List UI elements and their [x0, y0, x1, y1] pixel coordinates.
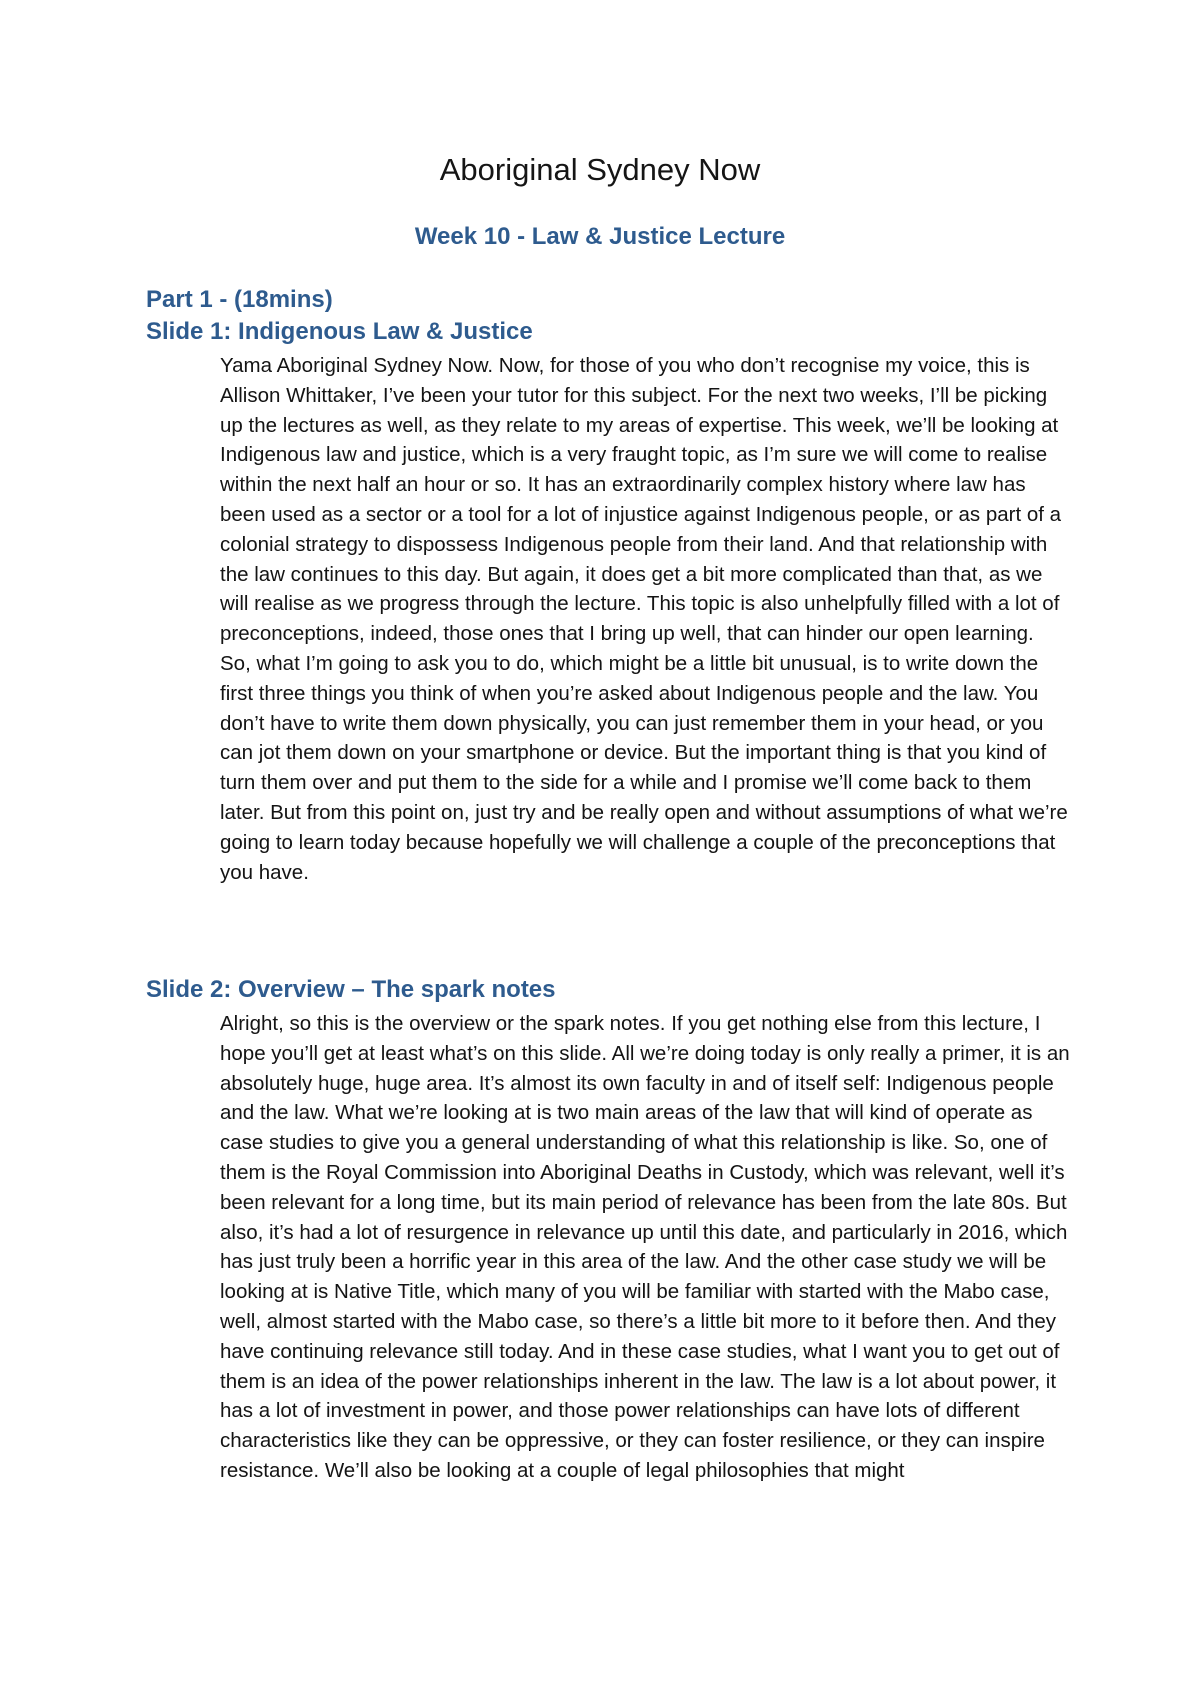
slide-1-heading: Slide 1: Indigenous Law & Justice	[146, 318, 533, 345]
slide-2-paragraph: Alright, so this is the overview or the spark notes. If you get nothing else from this lecture, I hope you’ll get at least what’s on this slide. All we’re doing today is only really a primer, it is an absolutely huge, huge area. It’s almost its own faculty in and of itself self: Indigenous people and the law. What we’re looking at is two main areas of the law that will kind of operate as case studies to give you a general understanding of what this relationship is like. So, one of them is the Royal Commission into Aboriginal Deaths in Custody, which was relevant, well it’s been relevant for a long time, but its main period of relevance has been from the late 80s. But also, it’s had a lot of resurgence in relevance up until this date, and particularly in 2016, which has just truly been a horrific year in this area of the law. And the other case study we will be looking at is Native Title, which many of you will be familiar with started with the Mabo case, well, almost started with the Mabo case, so there’s a little bit more to it before then. And they have continuing relevance still today. And in these case studies, what I want you to get out of them is an idea of the power relationships inherent in the law. The law is a lot about power, it has a lot of investment in power, and those power relationships can have lots of different characteristics like they can be oppressive, or they can foster resilience, or they can inspire resistance. We’ll also be looking at a couple of legal philosophies that might	[220, 1012, 1070, 1482]
slide-1-paragraph: Yama Aboriginal Sydney Now. Now, for those of you who don’t recognise my voice, this is Allison Whittaker, I’ve been your tutor for this subject. For the next two weeks, I’ll be picking up the lectures as well, as they relate to my areas of expertise. This week, we’ll be looking at Indigenous law and justice, which is a very fraught topic, as I’m sure we will come to realise within the next half an hour or so. It has an extraordinarily complex history where law has been used as a sector or a tool for a lot of injustice against Indigenous people, or as part of a colonial strategy to dispossess Indigenous people from their land. And that relationship with the law continues to this day. But again, it does get a bit more complicated than that, as we will realise as we progress through the lecture. This topic is also unhelpfully filled with a lot of preconceptions, indeed, those ones that I bring up well, that can hinder our open learning. So, what I’m going to ask you to do, which might be a little bit unusual, is to write down the first three things you think of when you’re asked about Indigenous people and the law. You don’t have to write them down physically, you can just remember them in your head, or you can jot them down on your smartphone or device. But the important thing is that you kind of turn them over and put them to the side for a while and I promise we’ll come back to them later. But from this point on, just try and be really open and without assumptions of what we’re going to learn today because hopefully we will challenge a couple of the preconceptions that you have.	[220, 354, 1068, 884]
document-title: Aboriginal Sydney Now	[439, 152, 761, 187]
document-subtitle: Week 10 - Law & Justice Lecture	[414, 223, 786, 250]
part-heading: Part 1 - (18mins)	[146, 286, 333, 313]
slide-2-heading: Slide 2: Overview – The spark notes	[146, 976, 556, 1003]
